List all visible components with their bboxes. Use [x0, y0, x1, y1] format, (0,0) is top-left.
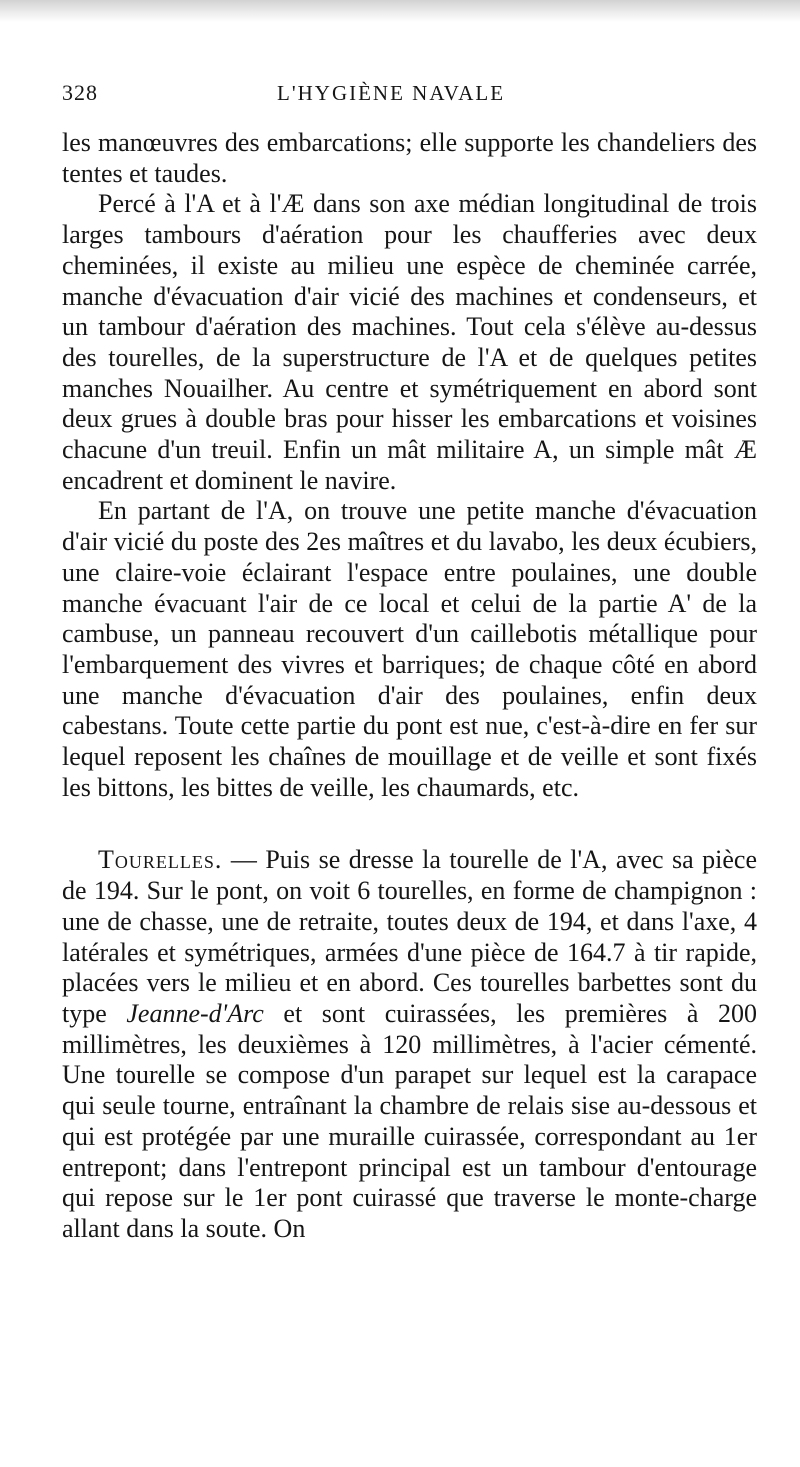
- section-heading: Tourelles.: [98, 845, 223, 875]
- page-number: 328: [62, 80, 98, 105]
- section-spacer: [62, 803, 757, 845]
- scan-top-edge: [0, 0, 800, 22]
- paragraph-ventilation: Percé à l'A et à l'Æ dans son axe médian longitudinal de trois larges tambours d'aération pour les chaufferies avec deux cheminées, il existe au milieu une espèce de cheminée carrée, manche d'évacuation d'air vicié des machines et condenseurs, et un tambour d'aération des machines. Tout cela s'élève au-dessus des tourelles, de la superstructure de l'A et de quelques petites manches Nouailher. Au centre et symétriquement en abord sont deux grues à double bras pour hisser les embarcations et voisines chacune d'un treuil. Enfin un mât militaire A, un simple mât Æ encadrent et dominent le navire.: [62, 189, 757, 495]
- paragraph-forward-deck: En partant de l'A, on trouve une petite manche d'évacuation d'air vicié du poste des 2es maîtres et du lavabo, les deux écubiers, une claire-voie éclairant l'espace entre poulaines, une double manche évacuant l'air de ce local et celui de la partie A' de la cambuse, un panneau recouvert d'un caillebotis métallique pour l'embarquement des vivres et barriques; de chaque côté en abord une manche d'évacuation d'air des poulaines, enfin deux cabestans. Toute cette partie du pont est nue, c'est-à-dire en fer sur lequel reposent les chaînes de mouillage et de veille et sont fixés les bittons, les bittes de veille, les chaumards, etc.: [62, 496, 757, 802]
- running-title: L'HYGIÈNE NAVALE: [277, 81, 506, 105]
- paragraph-tourelles: [62, 845, 757, 1244]
- ship-type-name: Jeanne-d'Arc: [126, 998, 264, 1028]
- tourelles-text-end: et sont cuirassées, les premières à 200 millimètres, les deuxièmes à 120 millimètres, à l'acier cémenté. Une tourelle se compose d'un parapet sur lequel est la carapace qui seule tourne, entraînant la chambre de relais sise au-dessous et qui est protégée par une muraille cuirassée, correspondant au 1er entrepont; dans l'entrepont principal est un tambour d'entourage qui repose sur le 1er pont cuirassé que traverse le monte-charge allant dans la soute. On: [62, 998, 757, 1243]
- book-page: [62, 80, 757, 1245]
- tourelles-text-start: — Puis se dresse la tourelle de l'A, avec sa pièce de 194. Sur le pont, on voit 6 tourelles, en forme de champignon : une de chasse, une de retraite, toutes deux de 194, et dans l'axe, 4 latérales et symétriques, armées d'une pièce de 164.7 à tir rapide, placées vers le milieu et en abord. Ces tourelles barbettes sont du type: [62, 845, 757, 1028]
- running-head: [62, 80, 757, 128]
- paragraph-continuation: les manœuvres des embarcations; elle supporte les chandeliers des tentes et taudes.: [62, 128, 757, 188]
- body-text: [62, 128, 757, 1245]
